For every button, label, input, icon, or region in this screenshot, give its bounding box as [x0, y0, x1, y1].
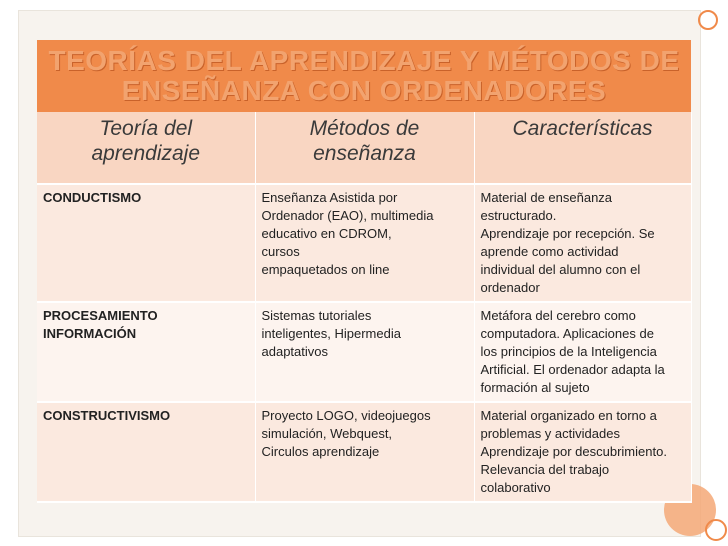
theory-table [37, 112, 692, 503]
cell-line: Ordenador (EAO), multimedia [261, 208, 434, 223]
cell-features [474, 302, 691, 402]
cell-line: simulación, Webquest, [261, 426, 393, 441]
cell-line: CONSTRUCTIVISMO [43, 408, 171, 423]
cell-line: empaquetados on line [261, 262, 390, 277]
cell-line: Relevancia del trabajo [480, 462, 610, 477]
cell-theory [37, 184, 255, 302]
cell-line: Metáfora del cerebro como [480, 308, 636, 323]
table-row [37, 302, 691, 402]
cell-line: PROCESAMIENTO [43, 308, 158, 323]
table-row [37, 184, 691, 302]
cell-theory [37, 302, 255, 402]
cell-features [474, 402, 691, 502]
header-theory-line-1: Teoría del [99, 117, 193, 140]
cell-line: Aprendizaje por recepción. Se [480, 226, 655, 241]
cell-line: cursos [261, 244, 300, 259]
header-theory-line-2: aprendizaje [91, 142, 201, 165]
slide-title [48, 46, 679, 106]
cell-methods [255, 302, 474, 402]
cell-line: Proyecto LOGO, videojuegos [261, 408, 431, 423]
deco-circle-top-right [699, 11, 717, 29]
cell-features [474, 184, 691, 302]
cell-line: Sistemas tutoriales [261, 308, 372, 323]
deco-circle-bottom-right-small [706, 520, 726, 540]
cell-methods [255, 402, 474, 502]
cell-line: colaborativo [480, 480, 551, 495]
header-methods-line-2: enseñanza [313, 142, 416, 165]
cell-line: Aprendizaje por descubrimiento. [480, 444, 667, 459]
cell-theory [37, 402, 255, 502]
table-row [37, 402, 691, 502]
cell-line: computadora. Aplicaciones de [480, 326, 654, 341]
cell-line: educativo en CDROM, [261, 226, 392, 241]
cell-line: adaptativos [261, 344, 328, 359]
cell-line: Enseñanza Asistida por [261, 190, 398, 205]
cell-line: ordenador [480, 280, 540, 295]
slide-title-line-2: ENSEÑANZA CON ORDENADORES [121, 75, 607, 106]
header-methods-line-1: Métodos de [309, 117, 420, 140]
header-features-line-1: Características [512, 117, 653, 140]
cell-line: CONDUCTISMO [43, 190, 142, 205]
cell-line: inteligentes, Hipermedia [261, 326, 401, 341]
table-header-row [37, 112, 691, 184]
cell-line: aprende como actividad [480, 244, 619, 259]
cell-line: Artificial. El ordenador adapta la [480, 362, 665, 377]
cell-line: Material organizado en torno a [480, 408, 657, 423]
cell-line: formación al sujeto [480, 380, 590, 395]
cell-line: problemas y actividades [480, 426, 620, 441]
slide-title-line-1: TEORÍAS DEL APRENDIZAJE Y MÉTODOS DE [48, 45, 680, 76]
cell-line: INFORMACIÓN [43, 326, 137, 341]
cell-line: Circulos aprendizaje [261, 444, 380, 459]
header-features [474, 112, 691, 184]
cell-line: Material de enseñanza [480, 190, 613, 205]
cell-methods [255, 184, 474, 302]
cell-line: individual del alumno con el [480, 262, 641, 277]
cell-line: los principios de la Inteligencia [480, 344, 657, 359]
cell-line: estructurado. [480, 208, 557, 223]
header-theory [37, 112, 255, 184]
title-bar [37, 40, 691, 112]
header-methods [255, 112, 474, 184]
